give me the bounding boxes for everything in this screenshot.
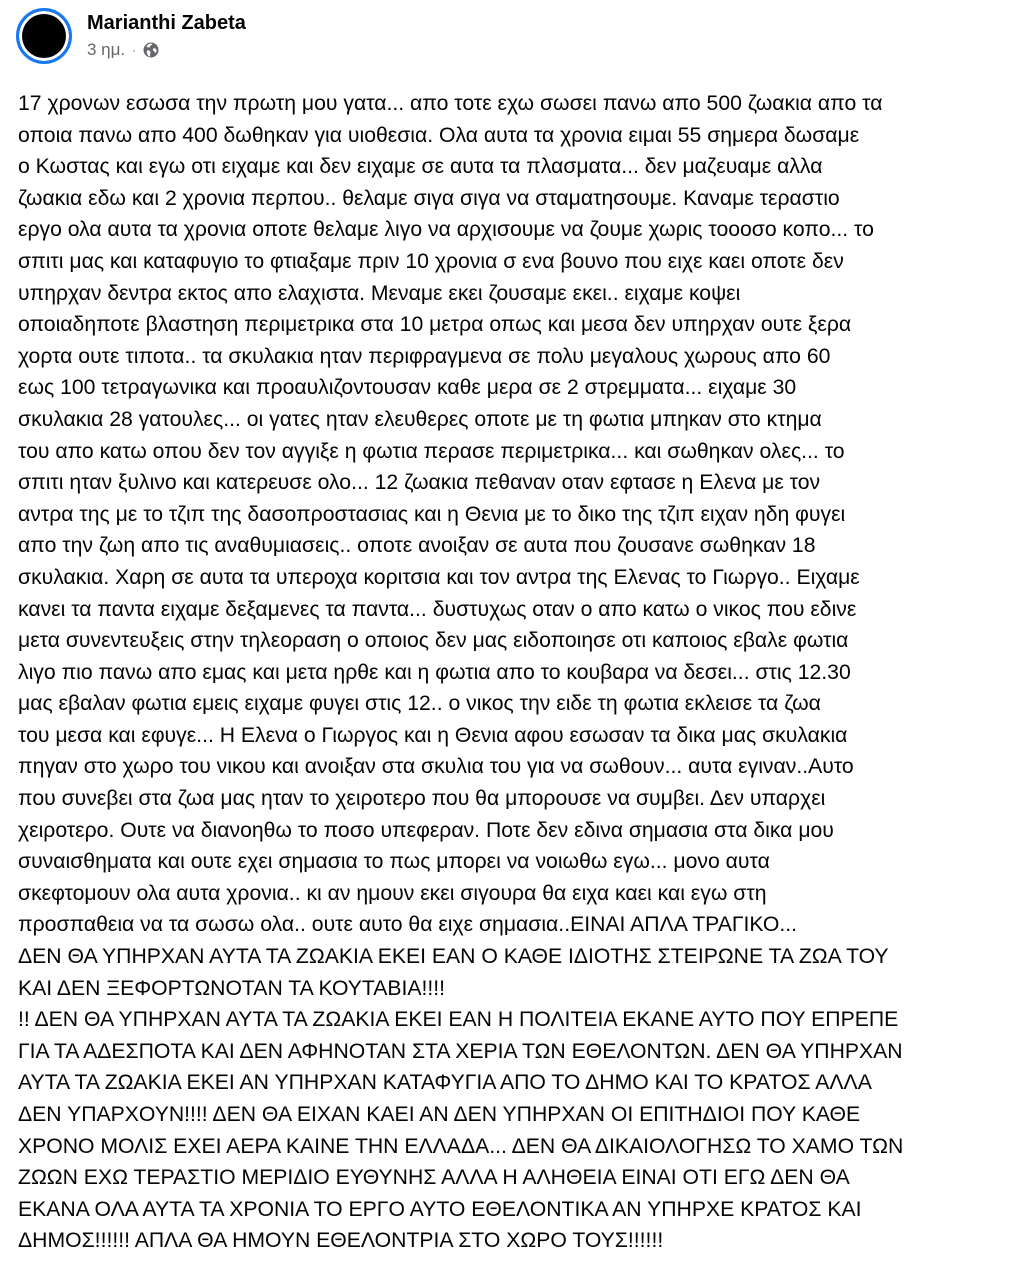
post-text-line: μετα συνεντευξεις στην τηλεοραση ο οποιος δεν μας ειδοποιησε οτι καποιος εβαλε φωτια (18, 629, 849, 653)
post-text-line: οποια πανω απο 400 δωθηκαν για υιοθεσια. Ολα αυτα τα χρονια ειμαι 55 σημερα δωσαμε (18, 123, 860, 147)
post-body (18, 88, 1008, 1257)
post-text-line: εργο ολα αυτα τα χρονια οποτε θελαμε λιγο να αρχισουμε να ζουμε χωρις τοοοσο κοπο... το (18, 218, 874, 242)
post-text-line: του απο κατω οπου δεν τον αγγιξε η φωτια περασε περιμετρικα... και σωθηκαν ολες... το (18, 439, 845, 463)
post-subline (87, 38, 246, 62)
post-text-line: ΖΩΩΝ ΕΧΩ ΤΕΡΑΣΤΙΟ ΜΕΡΙΔΙΟ ΕΥΘΥΝΗΣ ΑΛΛΑ Η ΑΛΗΘΕΙΑ ΕΙΝΑΙ ΟΤΙ ΕΓΩ ΔΕΝ ΘΑ (18, 1166, 850, 1190)
post-text-line: !! ΔΕΝ ΘΑ ΥΠΗΡΧΑΝ ΑΥΤΑ ΤΑ ΖΩΑΚΙΑ ΕΚΕΙ ΕΑΝ Η ΠΟΛΙΤΕΙΑ ΕΚΑΝΕ ΑΥΤΟ ΠΟΥ ΕΠΡΕΠΕ (18, 1008, 899, 1032)
globe-icon[interactable] (143, 42, 159, 58)
post-text-line: αντρα της με το τζιπ της δασοπροστασιας και η Θενια με το δικο της τζιπ ειχαν ηδη φυγει (18, 502, 846, 526)
post-text-line: πηγαν στο χωρο του νικου και ανοιξαν στα σκυλια του για να σωθουν... αυτα εγιναν..Αυτο (18, 755, 854, 779)
post-text-line: οποιαδηποτε βλαστηση περιμετρικα στα 10 μετρα οπως και μεσα δεν υπηρχαν ουτε ξερα (18, 313, 852, 337)
post-text-line: σκυλακια 28 γατουλες... οι γατες ηταν ελευθερες οποτε με τη φωτια μπηκαν στο κτημα (18, 407, 822, 431)
post-text-line: εως 100 τετραγωνικα και προαυλιζοντουσαν καθε μερα σε 2 στρεμματα... ειχαμε 30 (18, 376, 797, 400)
post-meta (87, 10, 246, 62)
post-text-line: κανει τα παντα ειχαμε δεξαμενες τα παντα... δυστυχως οταν ο απο κατω ο νικος που εδινε (18, 597, 857, 621)
post-text-line: του μεσα και εφυγε... Η Ελενα ο Γιωργος και η Θενια αφου εσωσαν τα δικα μας σκυλακια (18, 723, 848, 747)
post-text-line: σπιτι ηταν ξυλινο και κατερευσε ολο... 12 ζωακια πεθαναν οταν εφτασε η Ελενα με τον (18, 471, 821, 495)
post-text-line: ΓΙΑ ΤΑ ΑΔΕΣΠΟΤΑ ΚΑΙ ΔΕΝ ΑΦΗΝΟΤΑΝ ΣΤΑ ΧΕΡΙΑ ΤΩΝ ΕΘΕΛΟΝΤΩΝ. ΔΕΝ ΘΑ ΥΠΗΡΧΑΝ (18, 1039, 903, 1063)
post-text-line: ζωακια εδω και 2 χρονια περπου.. θελαμε σιγα σιγα να σταματησουμε. Καναμε τεραστιο (18, 186, 840, 210)
post-text-line: ΕΚΑΝΑ ΟΛΑ ΑΥΤΑ ΤΑ ΧΡΟΝΙΑ ΤΟ ΕΡΓΟ ΑΥΤΟ ΕΘΕΛΟΝΤΙΚΑ ΑΝ ΥΠΗΡΧΕ ΚΡΑΤΟΣ ΚΑΙ (18, 1197, 862, 1221)
post-text-line: ΧΡΟΝΟ ΜΟΛΙΣ ΕΧΕΙ ΑΕΡΑ ΚΑΙΝΕ ΤΗΝ ΕΛΛΑΔΑ... ΔΕΝ ΘΑ ΔΙΚΑΙΟΛΟΓΗΣΩ ΤΟ ΧΑΜΟ ΤΩΝ (18, 1134, 904, 1158)
post-text-line: ο Κωστας και εγω οτι ειχαμε και δεν ειχαμε σε αυτα τα πλασματα... δεν μαζευαμε αλλα (18, 155, 823, 179)
post-text-line: ΔΕΝ ΘΑ ΥΠΗΡΧΑΝ ΑΥΤΑ ΤΑ ΖΩΑΚΙΑ ΕΚΕΙ ΕΑΝ Ο ΚΑΘΕ ΙΔΙΟΤΗΣ ΣΤΕΙΡΩΝΕ ΤΑ ΖΩΑ ΤΟΥ (18, 945, 889, 969)
post-text-line: σπιτι μας και καταφυγιο το φτιαξαμε πριν 10 χρονια σ ενα βουνο που ειχε καει οποτε δεν (18, 249, 844, 273)
post-text-line: σκεφτομουν ολα αυτα χρονια.. κι αν ημουν εκει σιγουρα θα ειχα καει και εγω στη (18, 881, 767, 905)
post-timestamp[interactable]: 3 ημ. (87, 40, 126, 59)
post-header (16, 6, 246, 66)
post-text-line: ΚΑΙ ΔΕΝ ΞΕΦΟΡΤΩΝΟΤΑΝ ΤΑ ΚΟΥΤΑΒΙΑ!!!! (18, 976, 446, 1000)
post-text-line: ΑΥΤΑ ΤΑ ΖΩΑΚΙΑ ΕΚΕΙ ΑΝ ΥΠΗΡΧΑΝ ΚΑΤΑΦΥΓΙΑ ΑΠΟ ΤΟ ΔΗΜΟ ΚΑΙ ΤΟ ΚΡΑΤΟΣ ΑΛΛΑ (18, 1071, 872, 1095)
post-text-line: χειροτερο. Ουτε να διανοηθω το ποσο υπεφεραν. Ποτε δεν εδινα σημασια στα δικα μου (18, 818, 834, 842)
post-text-line: σκυλακια. Χαρη σε αυτα τα υπεροχα κοριτσια και τον αντρα της Ελενας το Γιωργο.. Ειχαμε (18, 565, 860, 589)
post-text-line: 17 χρονων εσωσα την πρωτη μου γατα... απο τοτε εχω σωσει πανω απο 500 ζωακια απο τα (18, 92, 883, 115)
post-text-line: υπηρχαν δεντρα εκτος απο ελαχιστα. Μεναμε εκει ζουσαμε εκει.. ειχαμε κοψει (18, 281, 741, 305)
post-text-line: χορτα ουτε τιποτα.. τα σκυλακια ηταν περιφραγμενα σε πολυ μεγαλους χωρους απο 60 (18, 344, 831, 368)
post-text-line: μας εβαλαν φωτια εμεις ειχαμε φυγει στις 12.. ο νικος την ειδε τη φωτια εκλεισε τα ζωα (18, 692, 821, 716)
post-text-line: συναισθηματα και ουτε εχει σημασια το πως μπορει να νοιωθω εγω... μονο αυτα (18, 850, 770, 874)
post-text-line: απο την ζωη απο τις αναθυμιασεις.. οποτε ανοιξαν σε αυτα που ζουσανε σωθηκαν 18 (18, 534, 816, 558)
post-text-line: που συνεβει στα ζωα μας ηταν το χειροτερο που θα μπορουσε να συμβει. Δεν υπαρχει (18, 787, 826, 811)
separator-dot: · (132, 43, 137, 57)
post-text-line: ΔΕΝ ΥΠΑΡΧΟΥΝ!!!! ΔΕΝ ΘΑ ΕΙΧΑΝ ΚΑΕΙ ΑΝ ΔΕΝ ΥΠΗΡΧΑΝ ΟΙ ΕΠΙΤΗΔΙΟΙ ΠΟΥ ΚΑΘΕ (18, 1103, 861, 1126)
avatar[interactable] (16, 8, 72, 64)
author-name[interactable]: Marianthi Zabeta (87, 12, 246, 34)
post-text-line: λιγο πιο πανω απο εμας και μετα ηρθε και η φωτια απο το κουβαρα να δεσει... στις 12.30 (18, 660, 851, 684)
post-text-line: προσπαθεια να τα σωσω ολα.. ουτε αυτο θα ειχε σημασια..ΕΙΝΑΙ ΑΠΛΑ ΤΡΑΓΙΚΟ... (18, 913, 797, 937)
post-text-line: ΔΗΜΟΣ!!!!!! ΑΠΛΑ ΘΑ ΗΜΟΥΝ ΕΘΕΛΟΝΤΡΙΑ ΣΤΟ ΧΩΡΟ ΤΟΥΣ!!!!!! (18, 1229, 664, 1253)
